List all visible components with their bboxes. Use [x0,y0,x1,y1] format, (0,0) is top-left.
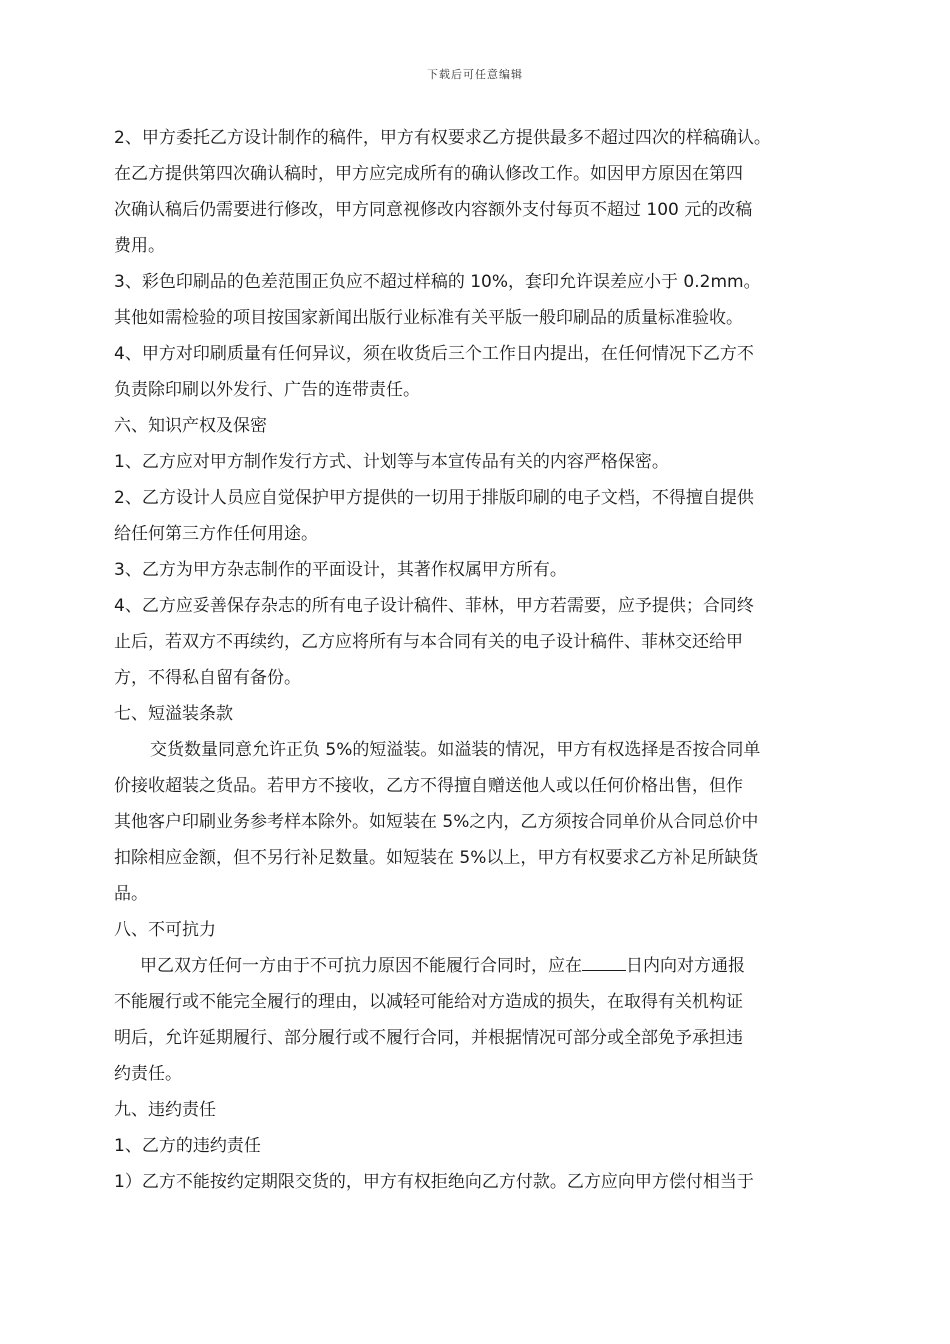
text-line: 止后，若双方不再续约，乙方应将所有与本合同有关的电子设计稿件、菲林交还给甲 [114,632,743,652]
text-line: 约责任。 [114,1064,182,1084]
text-line: 次确认稿后仍需要进行修改，甲方同意视修改内容额外支付每页不超过 100 元的改稿 [114,200,753,220]
fill-in-blank[interactable] [582,952,626,971]
document-body [114,120,844,1200]
section-heading-7: 七、短溢装条款 [114,704,233,724]
text-line: 不能履行或不能完全履行的理由，以减轻可能给对方造成的损失，在取得有关机构证 [114,992,743,1012]
text-line: 3、彩色印刷品的色差范围正负应不超过样稿的 10%，套印允许误差应小于 0.2mm。 [114,272,761,292]
section-heading-6: 六、知识产权及保密 [114,416,267,436]
text-line: 方，不得私自留有备份。 [114,668,301,688]
text-segment: 日内向对方通报 [626,956,745,976]
text-line: 扣除相应金额，但不另行补足数量。如短装在 5%以上，甲方有权要求乙方补足所缺货 [114,848,759,868]
section-heading-9: 九、违约责任 [114,1100,216,1120]
text-line: 其他如需检验的项目按国家新闻出版行业标准有关平版一般印刷品的质量标准验收。 [114,308,743,328]
text-line: 4、乙方应妥善保存杂志的所有电子设计稿件、菲林，甲方若需要，应予提供；合同终 [114,596,754,616]
text-line: 3、乙方为甲方杂志制作的平面设计，其著作权属甲方所有。 [114,560,567,580]
text-line: 品。 [114,884,148,904]
text-line: 其他客户印刷业务参考样本除外。如短装在 5%之内，乙方须按合同单价从合同总价中 [114,812,759,832]
section-heading-8: 八、不可抗力 [114,920,216,940]
text-line: 2、甲方委托乙方设计制作的稿件，甲方有权要求乙方提供最多不超过四次的样稿确认。 [114,128,771,148]
text-line: 1、乙方应对甲方制作发行方式、计划等与本宣传品有关的内容严格保密。 [114,452,669,472]
force-majeure-line [114,948,844,984]
text-line: 费用。 [114,236,165,256]
text-line: 给任何第三方作任何用途。 [114,524,318,544]
text-line: 2、乙方设计人员应自觉保护甲方提供的一切用于排版印刷的电子文档，不得擅自提供 [114,488,754,508]
text-line: 1）乙方不能按约定期限交货的，甲方有权拒绝向乙方付款。乙方应向甲方偿付相当于 [114,1172,754,1192]
text-line: 交货数量同意允许正负 5%的短溢装。如溢装的情况，甲方有权选择是否按合同单 [150,740,761,760]
text-line: 1、乙方的违约责任 [114,1136,261,1156]
text-line: 在乙方提供第四次确认稿时，甲方应完成所有的确认修改工作。如因甲方原因在第四 [114,164,743,184]
text-line: 负责除印刷以外发行、广告的连带责任。 [114,380,420,400]
text-line: 价接收超装之货品。若甲方不接收，乙方不得擅自赠送他人或以任何价格出售，但作 [114,776,743,796]
text-segment: 甲乙双方任何一方由于不可抗力原因不能履行合同时，应在 [140,956,582,976]
page-header: 下载后可任意编辑 [427,68,523,81]
text-line: 明后，允许延期履行、部分履行或不履行合同，并根据情况可部分或全部免予承担违 [114,1028,743,1048]
text-line: 4、甲方对印刷质量有任何异议，须在收货后三个工作日内提出，在任何情况下乙方不 [114,344,754,364]
